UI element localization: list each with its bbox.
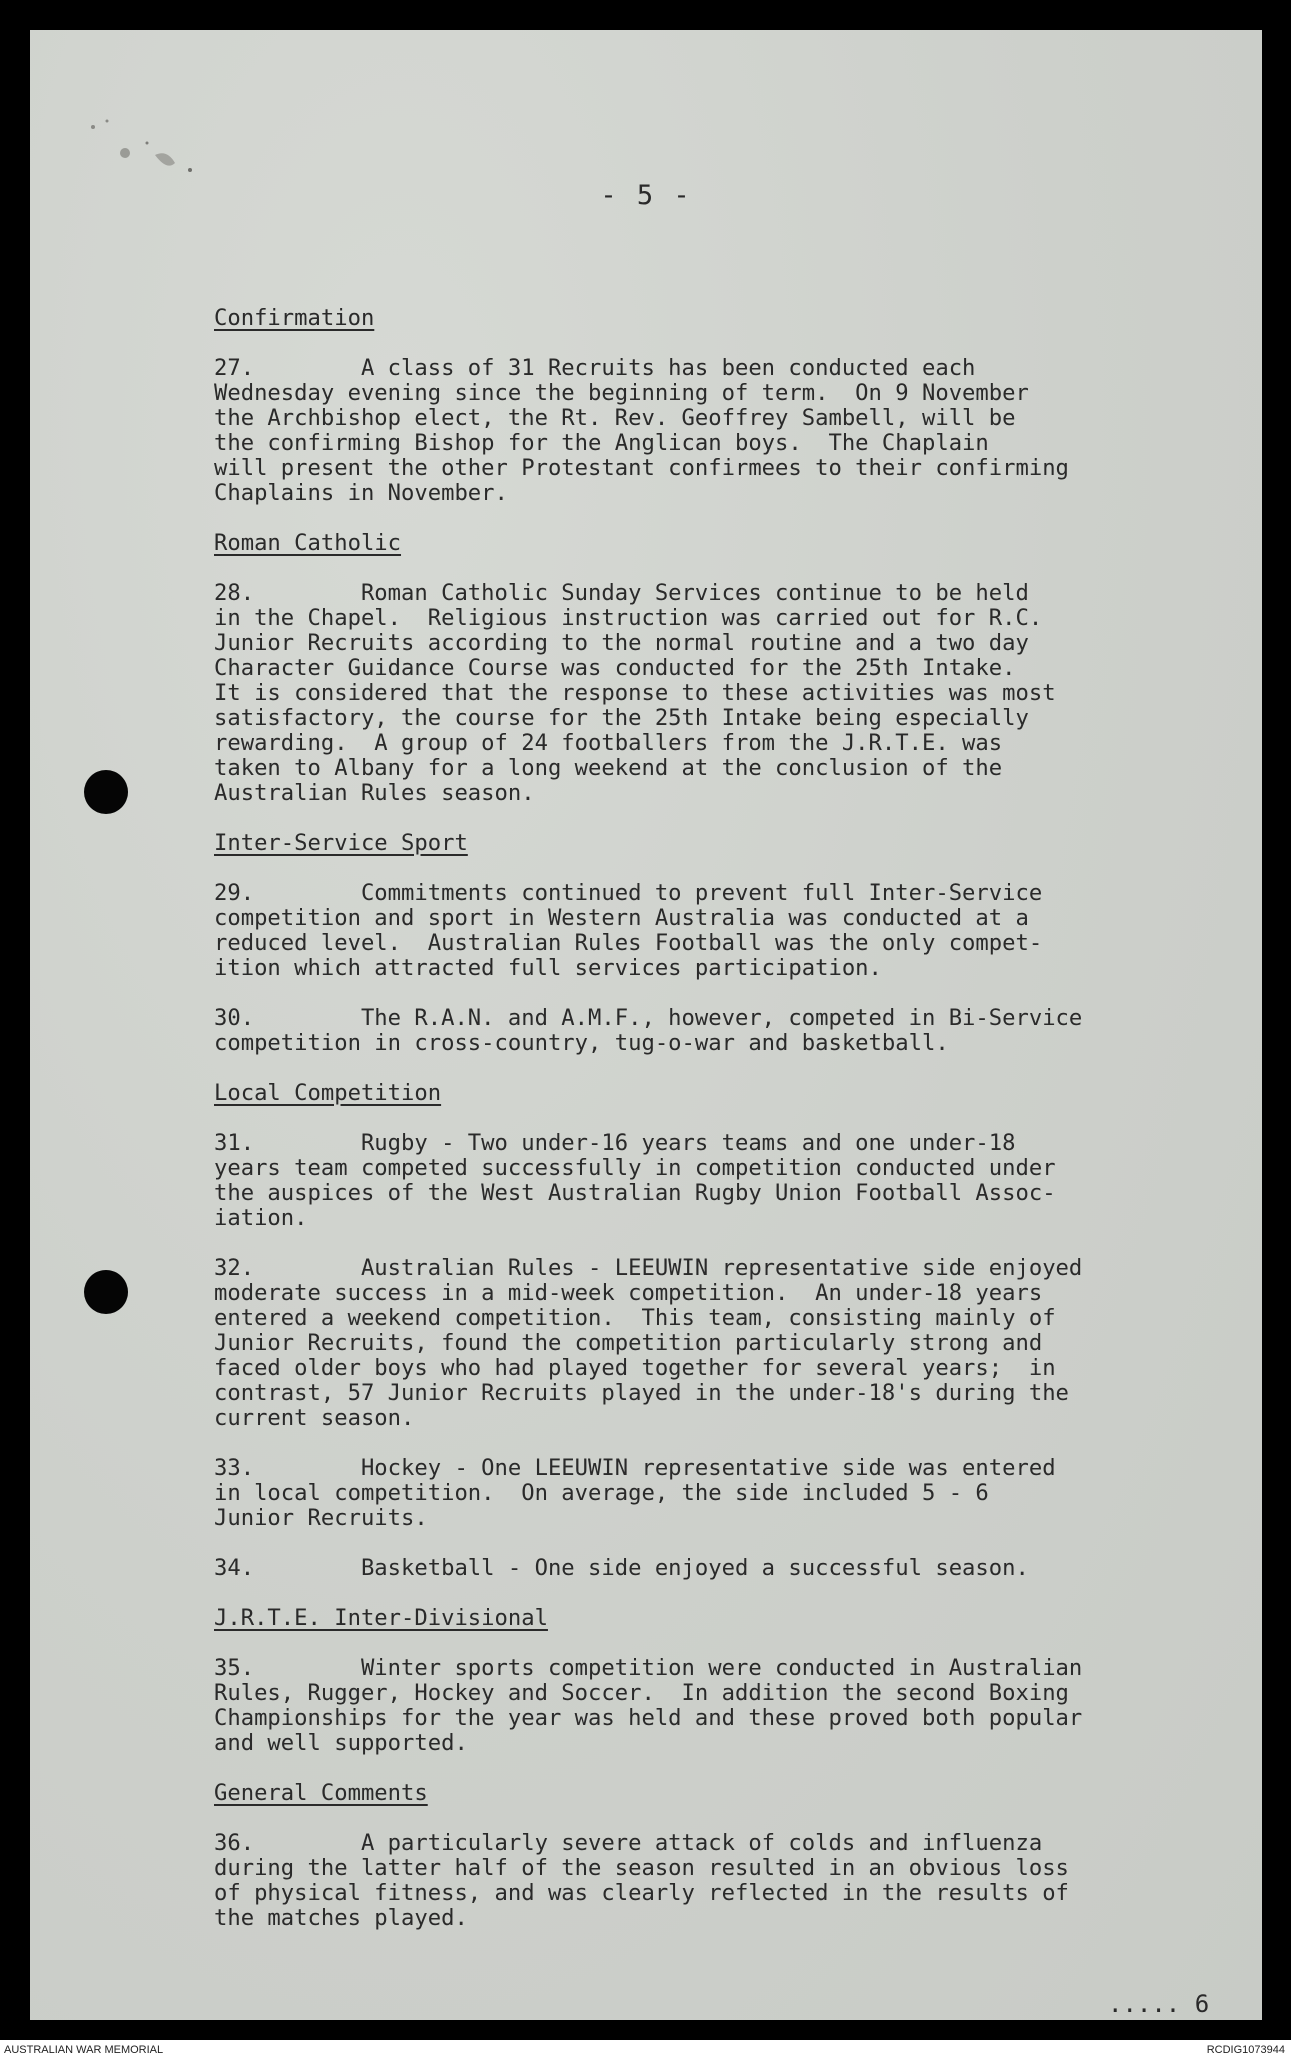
paragraph-line: contrast, 57 Junior Recruits played in the under-18's during the	[214, 1380, 1069, 1406]
numbered-paragraph	[214, 1131, 1234, 1231]
numbered-paragraph	[214, 356, 1234, 506]
archive-credit: AUSTRALIAN WAR MEMORIAL	[4, 2044, 164, 2056]
paragraph-line: the matches played.	[214, 1905, 468, 1931]
paragraph-line: during the latter half of the season resulted in an obvious loss	[214, 1855, 1069, 1881]
numbered-paragraph	[214, 1656, 1234, 1756]
numbered-paragraph	[214, 1006, 1234, 1056]
paragraph-line: Australian Rules season.	[214, 780, 535, 806]
paragraph-line: taken to Albany for a long weekend at the conclusion of the	[214, 755, 1003, 781]
paragraph-line: the Archbishop elect, the Rt. Rev. Geoffrey Sambell, will be	[214, 405, 1016, 431]
paragraph-line: 32. Australian Rules - LEEUWIN representative side enjoyed	[214, 1255, 1083, 1281]
paragraph-line: in local competition. On average, the side included 5 - 6	[214, 1480, 989, 1506]
paragraph-line: satisfactory, the course for the 25th Intake being especially	[214, 705, 1029, 731]
section-heading: Confirmation	[214, 305, 375, 331]
paragraph-line: 33. Hockey - One LEEUWIN representative side was entered	[214, 1455, 1056, 1481]
punch-hole-bottom	[84, 1270, 128, 1314]
paragraph-line: reduced level. Australian Rules Football was the only compet-	[214, 930, 1043, 956]
section-heading: J.R.T.E. Inter-Divisional	[214, 1605, 548, 1631]
paragraph-line: Junior Recruits according to the normal routine and a two day	[214, 630, 1029, 656]
numbered-paragraph	[214, 1831, 1234, 1931]
paper-damage-marks	[85, 115, 205, 185]
paragraph-line: Chaplains in November.	[214, 480, 508, 506]
paragraph-line: Championships for the year was held and these proved both popular	[214, 1705, 1083, 1731]
paragraph-line: 29. Commitments continued to prevent full Inter-Service	[214, 880, 1043, 906]
page-number: - 5 -	[600, 180, 692, 211]
paragraph-line: and well supported.	[214, 1730, 468, 1756]
paragraph-line: competition in cross-country, tug-o-war and basketball.	[214, 1030, 949, 1056]
paragraph-line: of physical fitness, and was clearly reflected in the results of	[214, 1880, 1069, 1906]
document-body	[214, 306, 1234, 1956]
paragraph-line: years team competed successfully in competition conducted under	[214, 1155, 1056, 1181]
section-heading: General Comments	[214, 1780, 428, 1806]
section-heading: Roman Catholic	[214, 530, 402, 556]
paragraph-line: will present the other Protestant confirmees to their confirming	[214, 455, 1069, 481]
paragraph-line: It is considered that the response to these activities was most	[214, 680, 1056, 706]
paragraph-line: the auspices of the West Australian Rugby Union Football Assoc-	[214, 1180, 1056, 1206]
paragraph-line: moderate success in a mid-week competition. An under-18 years	[214, 1280, 1043, 1306]
paragraph-line: Character Guidance Course was conducted for the 25th Intake.	[214, 655, 1016, 681]
paragraph-line: in the Chapel. Religious instruction was carried out for R.C.	[214, 605, 1043, 631]
paragraph-line: competition and sport in Western Australia was conducted at a	[214, 905, 1029, 931]
numbered-paragraph	[214, 1456, 1234, 1531]
paragraph-line: Wednesday evening since the beginning of term. On 9 November	[214, 380, 1029, 406]
paragraph-line: Junior Recruits.	[214, 1505, 428, 1531]
numbered-paragraph	[214, 881, 1234, 981]
section-heading: Inter-Service Sport	[214, 830, 468, 856]
paragraph-line: 34. Basketball - One side enjoyed a successful season.	[214, 1555, 1029, 1581]
paragraph-line: faced older boys who had played together for several years; in	[214, 1355, 1056, 1381]
punch-hole-top	[84, 770, 128, 814]
numbered-paragraph	[214, 581, 1234, 806]
document-page	[30, 30, 1262, 2020]
paragraph-line: 35. Winter sports competition were conducted in Australian	[214, 1655, 1083, 1681]
paragraph-line: Junior Recruits, found the competition particularly strong and	[214, 1330, 1043, 1356]
paragraph-line: ition which attracted full services participation.	[214, 955, 882, 981]
paragraph-line: 30. The R.A.N. and A.M.F., however, competed in Bi-Service	[214, 1005, 1083, 1031]
archive-strip	[0, 2040, 1291, 2061]
paragraph-line: the confirming Bishop for the Anglican boys. The Chaplain	[214, 430, 989, 456]
paragraph-line: 36. A particularly severe attack of colds and influenza	[214, 1830, 1043, 1856]
numbered-paragraph	[214, 1556, 1234, 1581]
paragraph-line: 28. Roman Catholic Sunday Services continue to be held	[214, 580, 1029, 606]
paragraph-line: current season.	[214, 1405, 415, 1431]
paragraph-line: 27. A class of 31 Recruits has been conducted each	[214, 355, 976, 381]
paragraph-line: iation.	[214, 1205, 308, 1231]
paragraph-line: rewarding. A group of 24 footballers from the J.R.T.E. was	[214, 730, 1003, 756]
continuation-marker: ..... 6	[1108, 1990, 1210, 2018]
section-heading: Local Competition	[214, 1080, 442, 1106]
paragraph-line: Rules, Rugger, Hockey and Soccer. In addition the second Boxing	[214, 1680, 1069, 1706]
archive-reference: RCDIG1073944	[1206, 2044, 1285, 2056]
numbered-paragraph	[214, 1256, 1234, 1431]
paragraph-line: 31. Rugby - Two under-16 years teams and one under-18	[214, 1130, 1016, 1156]
paragraph-line: entered a weekend competition. This team, consisting mainly of	[214, 1305, 1056, 1331]
